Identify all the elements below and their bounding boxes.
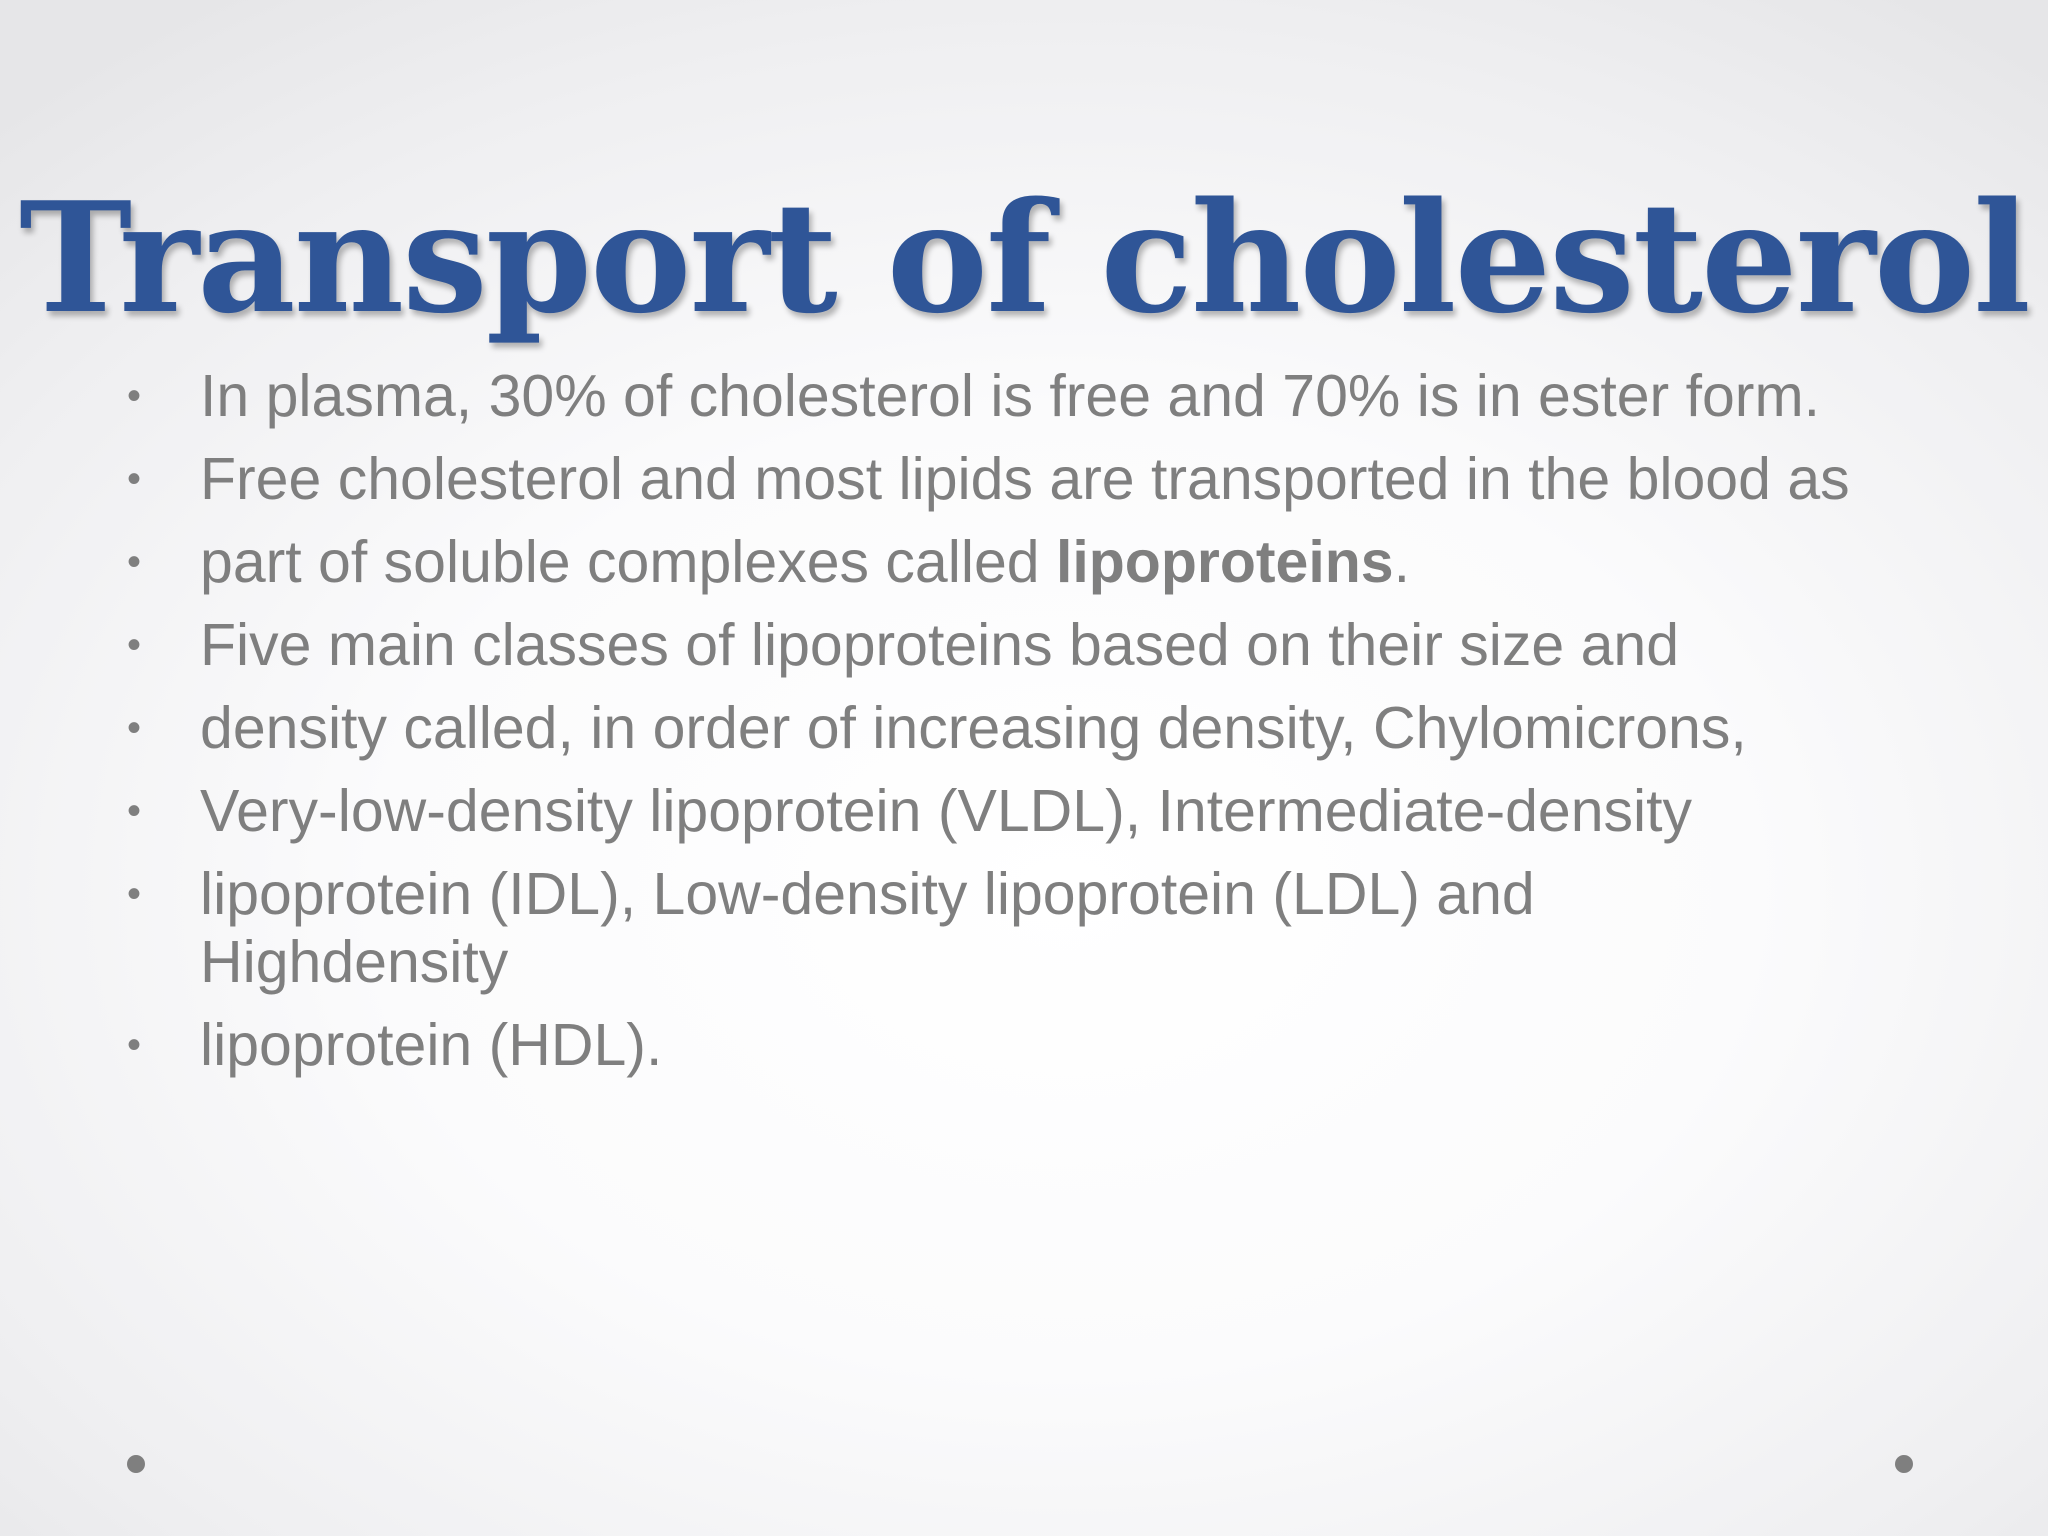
bullet-dot-icon: • bbox=[126, 623, 141, 667]
bullet-item bbox=[122, 362, 1942, 430]
bullet-item bbox=[122, 1011, 1942, 1079]
bullet-dot-icon: • bbox=[126, 706, 141, 750]
bullet-dot-icon: • bbox=[126, 540, 141, 584]
bullet-item bbox=[122, 860, 1760, 996]
bullet-item bbox=[122, 777, 1942, 845]
bullet-dot-icon: • bbox=[126, 457, 141, 501]
bullet-text-plain: . bbox=[1393, 529, 1410, 595]
bullet-text: Five main classes of lipoproteins based on their size and bbox=[200, 612, 1680, 678]
bullet-dot-icon: • bbox=[126, 872, 141, 916]
bullet-dot-icon: • bbox=[126, 1023, 141, 1067]
bullet-text-bold: lipoproteins bbox=[1055, 529, 1394, 595]
corner-dot-right bbox=[1895, 1455, 1913, 1473]
bullet-text: lipoprotein (HDL). bbox=[200, 1012, 663, 1078]
corner-dot-left bbox=[127, 1455, 145, 1473]
bullet-item bbox=[122, 528, 1942, 596]
bullet-text: In plasma, 30% of cholesterol is free and 70% is in ester form. bbox=[200, 363, 1820, 429]
bullet-item bbox=[122, 611, 1942, 679]
bullet-dot-icon: • bbox=[126, 374, 141, 418]
bullet-dot-icon: • bbox=[126, 789, 141, 833]
bullet-list bbox=[122, 362, 1942, 1094]
bullet-text: density called, in order of increasing density, Chylomicrons, bbox=[200, 695, 1747, 761]
slide-title: Transport of cholesterol bbox=[19, 168, 2029, 347]
bullet-text bbox=[200, 529, 1410, 595]
bullet-item bbox=[122, 694, 1942, 762]
bullet-text: Very-low-density lipoprotein (VLDL), Intermediate-density bbox=[200, 778, 1693, 844]
bullet-text-plain: part of soluble complexes called bbox=[200, 529, 1056, 595]
bullet-item bbox=[122, 445, 1900, 513]
bullet-text: Free cholesterol and most lipids are transported in the blood as bbox=[200, 446, 1850, 512]
bullet-text: lipoprotein (IDL), Low-density lipoprotein (LDL) and Highdensity bbox=[200, 861, 1535, 995]
